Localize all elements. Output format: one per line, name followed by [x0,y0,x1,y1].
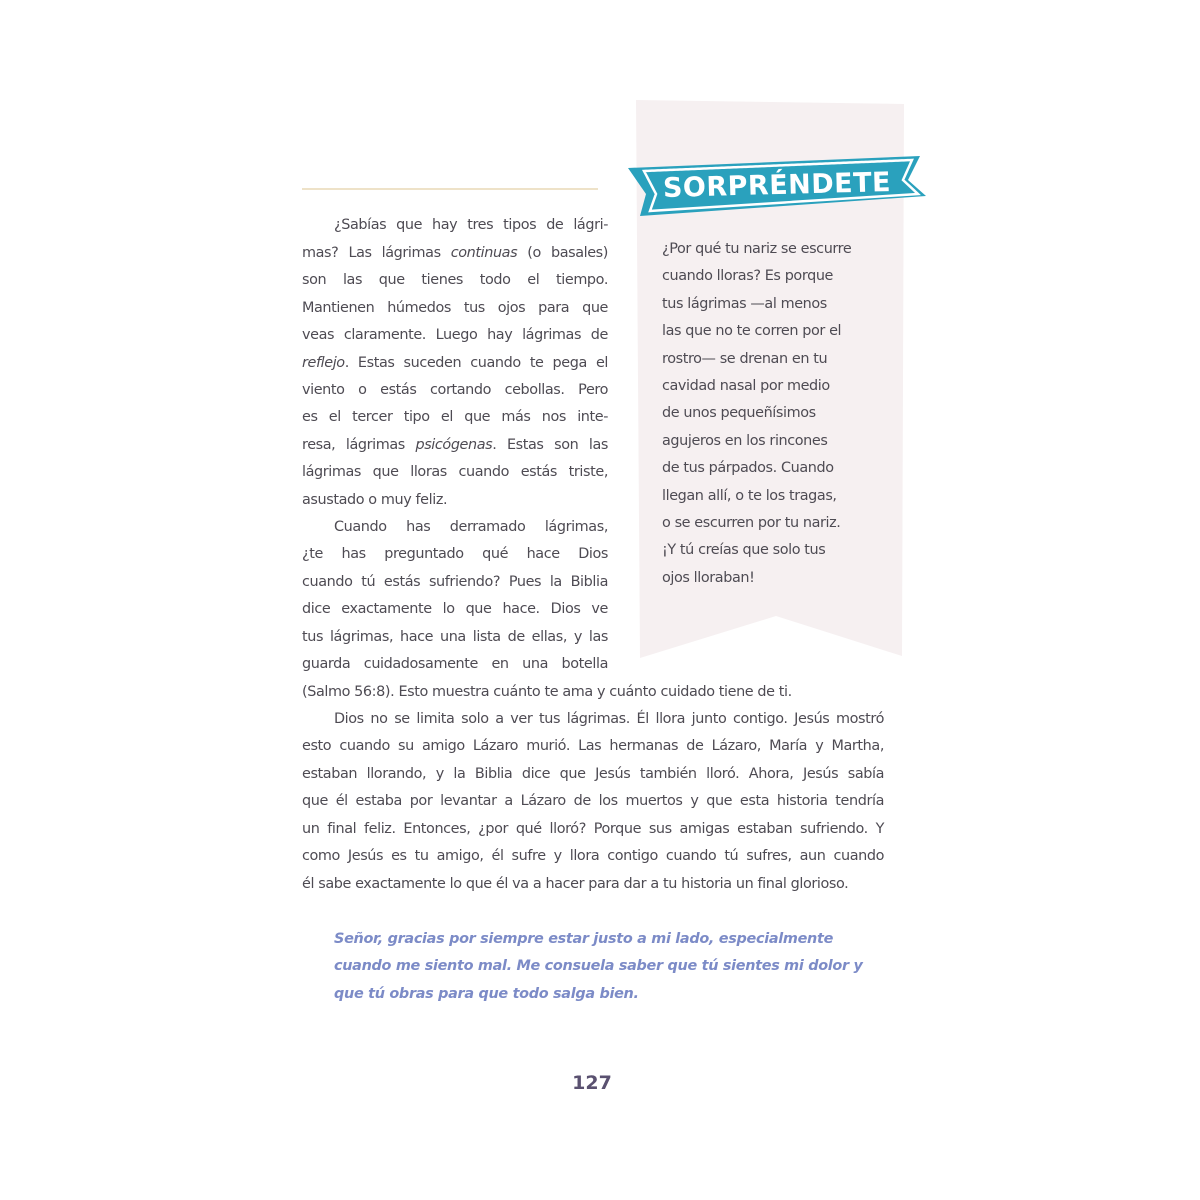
sidebar-line: las que no te corren por el [662,323,842,340]
body-line: dice exactamente lo que hace. Dios ve [302,601,608,617]
body-line: que él estaba por levantar a Lázaro de los muertos y que esta historia tendría [302,793,884,809]
top-divider [302,188,598,190]
body-line: mas? Las lágrimas continuas (o basales) [302,245,608,261]
body-line: guarda cuidadosamente en una botella [302,656,608,672]
body-line: como Jesús es tu amigo, él sufre y llora contigo cuando tú sufres, aun cuando [302,848,884,864]
sidebar-line: llegan allí, o te los tragas, [662,487,837,504]
italic-term: psicógenas [415,437,493,453]
prayer-line: Señor, gracias por siempre estar justo a mi lado, especialmente [334,931,834,947]
body-line: Cuando has derramado lágrimas, [334,519,608,535]
body-line: asustado o muy feliz. [302,492,448,508]
page-number: 127 [572,1072,612,1094]
sidebar-line: rostro— se drenan en tu [662,350,828,367]
sidebar-line: de tus párpados. Cuando [662,460,834,477]
body-line: lágrimas que lloras cuando estás triste, [302,464,608,480]
sidebar-line: tus lágrimas —al menos [662,295,827,312]
prayer-line: que tú obras para que todo salga bien. [334,986,639,1002]
sidebar-line: agujeros en los rincones [662,432,828,449]
sidebar-line: ¡Y tú creías que solo tus [662,542,826,559]
sidebar-title: SORPRÉNDETE [662,167,892,204]
body-line: son las que tienes todo el tiempo. [302,272,608,288]
body-line: ¿te has preguntado qué hace Dios [302,546,608,562]
prayer-line: cuando me siento mal. Me consuela saber que tú sientes mi dolor y [334,958,863,974]
body-line: esto cuando su amigo Lázaro murió. Las hermanas de Lázaro, María y Martha, [302,738,884,754]
sidebar-line: cuando lloras? Es porque [662,268,834,285]
sidebar-line: cavidad nasal por medio [662,378,830,395]
body-line: ¿Sabías que hay tres tipos de lágri- [334,217,608,233]
sidebar-line: ¿Por qué tu nariz se escurre [662,241,852,257]
body-line: resa, lágrimas psicógenas. Estas son las [302,437,608,453]
body-line: cuando tú estás sufriendo? Pues la Biblia [302,574,608,590]
body-line: reflejo. Estas suceden cuando te pega el [302,355,608,371]
body-line: veas claramente. Luego hay lágrimas de [302,327,608,343]
italic-term: reflejo [302,355,345,371]
body-line: tus lágrimas, hace una lista de ellas, y las [302,629,608,645]
body-line: él sabe exactamente lo que él va a hacer para dar a tu historia un final glorioso. [302,876,849,892]
body-line: es el tercer tipo el que más nos inte- [302,409,608,425]
body-line: viento o estás cortando cebollas. Pero [302,382,608,398]
body-line: un final feliz. Entonces, ¿por qué lloró? Porque sus amigas estaban sufriendo. Y [302,821,884,837]
body-line: Mantienen húmedos tus ojos para que [302,300,608,316]
body-line: Dios no se limita solo a ver tus lágrimas. Él llora junto contigo. Jesús mostró [334,711,884,727]
sidebar-line: ojos lloraban! [662,569,755,586]
sidebar-line: o se escurren por tu nariz. [662,515,841,532]
body-line: (Salmo 56:8). Esto muestra cuánto te ama y cuánto cuidado tiene de ti. [302,684,792,700]
body-line: estaban llorando, y la Biblia dice que Jesús también lloró. Ahora, Jesús sabía [302,766,884,782]
sidebar-text [662,236,902,592]
sidebar-line: de unos pequeñísimos [662,405,816,422]
italic-term: continuas [450,245,518,261]
